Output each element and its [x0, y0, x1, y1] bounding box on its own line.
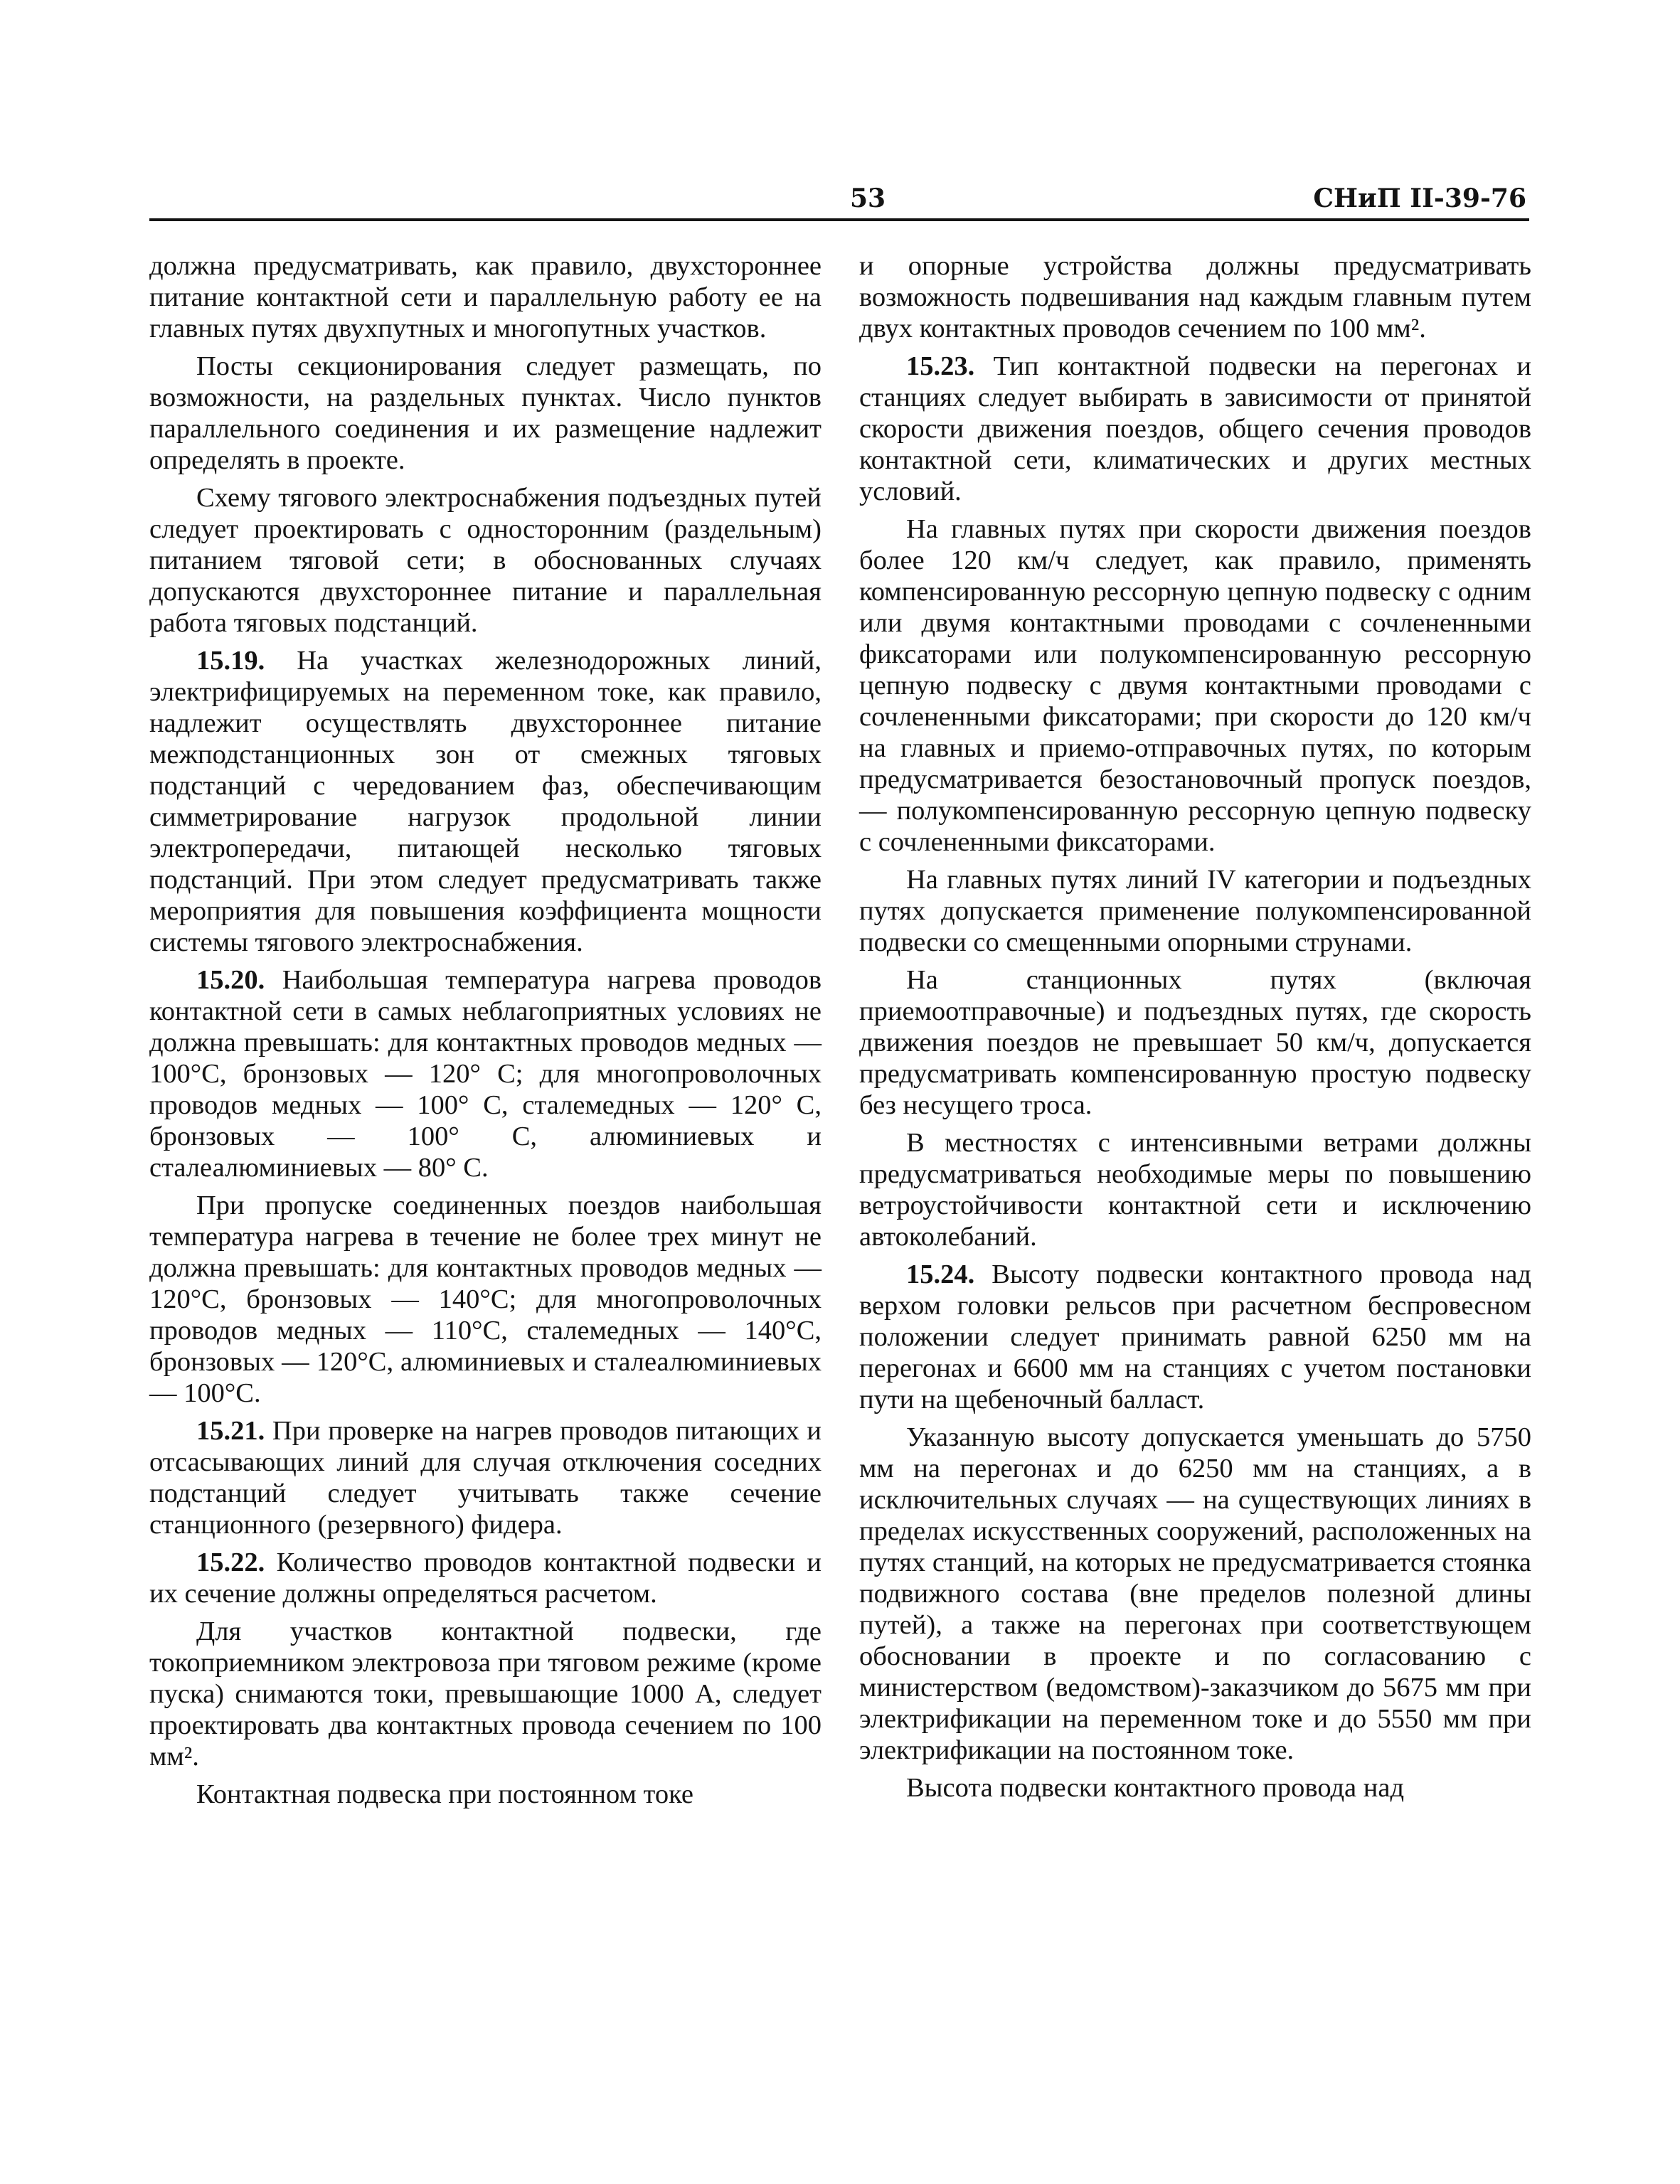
paragraph: На главных путях линий IV категории и подъездных путях допускается применение полукомпенсированной подвески со смещенными опорными струнами. [859, 865, 1531, 957]
clause-number: 15.20. [196, 965, 265, 995]
paragraph: На станционных путях (включая приемоотправочные) и подъездных путях, где скорость движения поездов не превышает 50 км/ч, допускается предусматривать компенсированную простую подвеску без несущего троса. [859, 965, 1531, 1120]
left-column [149, 250, 822, 1816]
paragraph: Указанную высоту допускается уменьшать до 5750 мм на перегонах и до 6250 мм на станциях, а в исключительных случаях — на существующих линиях в пределах искусственных сооружений, расположенных на путях станций, на которых не предусматривается стоянка подвижного состава (вне пределов полезной длины путей), а также на перегонах при соответствующем обосновании в проекте и по согласованию с министерством (ведомством)-заказчиком до 5675 мм при электрификации на переменном токе и до 5550 мм при электрификации на постоянном токе. [859, 1422, 1531, 1765]
document-code: СНиП II-39-76 [1313, 183, 1526, 213]
paragraph: Контактная подвеска при постоянном токе [196, 1779, 693, 1809]
clause-15-23: 15.23. Тип контактной подвески на перегонах и станциях следует выбирать в зависимости от принятой скорости движения поездов, общего сечения проводов контактной сети, климатических и других местных условий. [859, 351, 1531, 506]
right-column [859, 250, 1531, 1810]
clause-number: 15.22. [196, 1548, 265, 1577]
paragraph: Схему тягового электроснабжения подъездных путей следует проектировать с односторонним (раздельным) питанием тяговой сети; в обоснованных случаях допускаются двухстороннее питание и параллельная работа тяговых подстанций. [149, 483, 822, 638]
clause-number: 15.24. [906, 1259, 975, 1289]
paragraph: На главных путях при скорости движения поездов более 120 км/ч следует, как правило, применять компенсированную рессорную цепную подвеску с одним или двумя контактными проводами с сочлененными фиксаторами или полукомпенсированную рессорную цепную подвеску с двумя контактными проводами с сочлененными фиксаторами; при скорости до 120 км/ч на главных и приемо-отправочных путях, по которым предусматривается безостановочный пропуск поездов, — полукомпенсированную рессорную цепную подвеску с сочлененными фиксаторами. [859, 514, 1531, 857]
paragraph: Высота подвески контактного провода над [906, 1773, 1405, 1803]
clause-15-19: 15.19. На участках железнодорожных линий, электрифицируемых на переменном токе, как правило, надлежит осуществлять двухстороннее питание межподстанционных зон от смежных тяговых подстанций с чередованием фаз, обеспечивающим симметрирование нагрузок продольной линии электропередачи, питающей несколько тяговых подстанций. При этом следует предусматривать также мероприятия для повышения коэффициента мощности системы тягового электроснабжения. [149, 646, 822, 957]
clause-number: 15.23. [906, 351, 975, 381]
paragraph: Посты секционирования следует размещать, по возможности, на раздельных пунктах. Число пунктов параллельного соединения и их размещение надлежит определять в проекте. [149, 351, 822, 475]
clause-number: 15.21. [196, 1416, 265, 1446]
paragraph: Для участков контактной подвески, где токоприемником электровоза при тяговом режиме (кроме пуска) снимаются токи, превышающие 1000 А, следует проектировать два контактных провода сечением по 100 мм². [149, 1616, 822, 1772]
clause-15-20: 15.20. Наибольшая температура нагрева проводов контактной сети в самых неблагоприятных условиях не должна превышать: для контактных проводов медных — 100°С, бронзовых — 120° С; для многопроволочных проводов медных — 100° С, сталемедных — 120° С, бронзовых — 100° С, алюминиевых и сталеалюминиевых — 80° С. [149, 965, 822, 1183]
paragraph: и опорные устройства должны предусматривать возможность подвешивания над каждым главным путем двух контактных проводов сечением по 100 мм². [859, 251, 1531, 343]
paragraph: В местностях с интенсивными ветрами должны предусматриваться необходимые меры по повышению ветроустойчивости контактной сети и исключению автоколебаний. [859, 1128, 1531, 1252]
page-number: 53 [849, 183, 886, 213]
paragraph: При пропуске соединенных поездов наибольшая температура нагрева в течение не более трех минут не должна превышать: для контактных проводов медных — 120°С, бронзовых — 140°С; для многопроволочных проводов медных — 110°С, сталемедных — 140°С, бронзовых — 120°С, алюминиевых и сталеалюминиевых — 100°С. [149, 1190, 822, 1408]
paragraph: должна предусматривать, как правило, двухстороннее питание контактной сети и параллельную работу ее на главных путях двухпутных и многопутных участков. [149, 251, 822, 343]
clause-15-24: 15.24. Высоту подвески контактного провода над верхом головки рельсов при расчетном беспровесном положении следует принимать равной 6250 мм на перегонах и 6600 мм на станциях с учетом постановки пути на щебеночный балласт. [859, 1259, 1532, 1415]
clause-15-22: 15.22. Количество проводов контактной подвески и их сечение должны определяться расчетом. [149, 1548, 822, 1609]
clause-15-21: 15.21. При проверке на нагрев проводов питающих и отсасывающих линий для случая отключения соседних подстанций следует учитывать также сечение станционного (резервного) фидера. [149, 1416, 822, 1540]
clause-number: 15.19. [196, 646, 265, 676]
header-rule [149, 218, 1529, 221]
page-header [149, 182, 1533, 215]
